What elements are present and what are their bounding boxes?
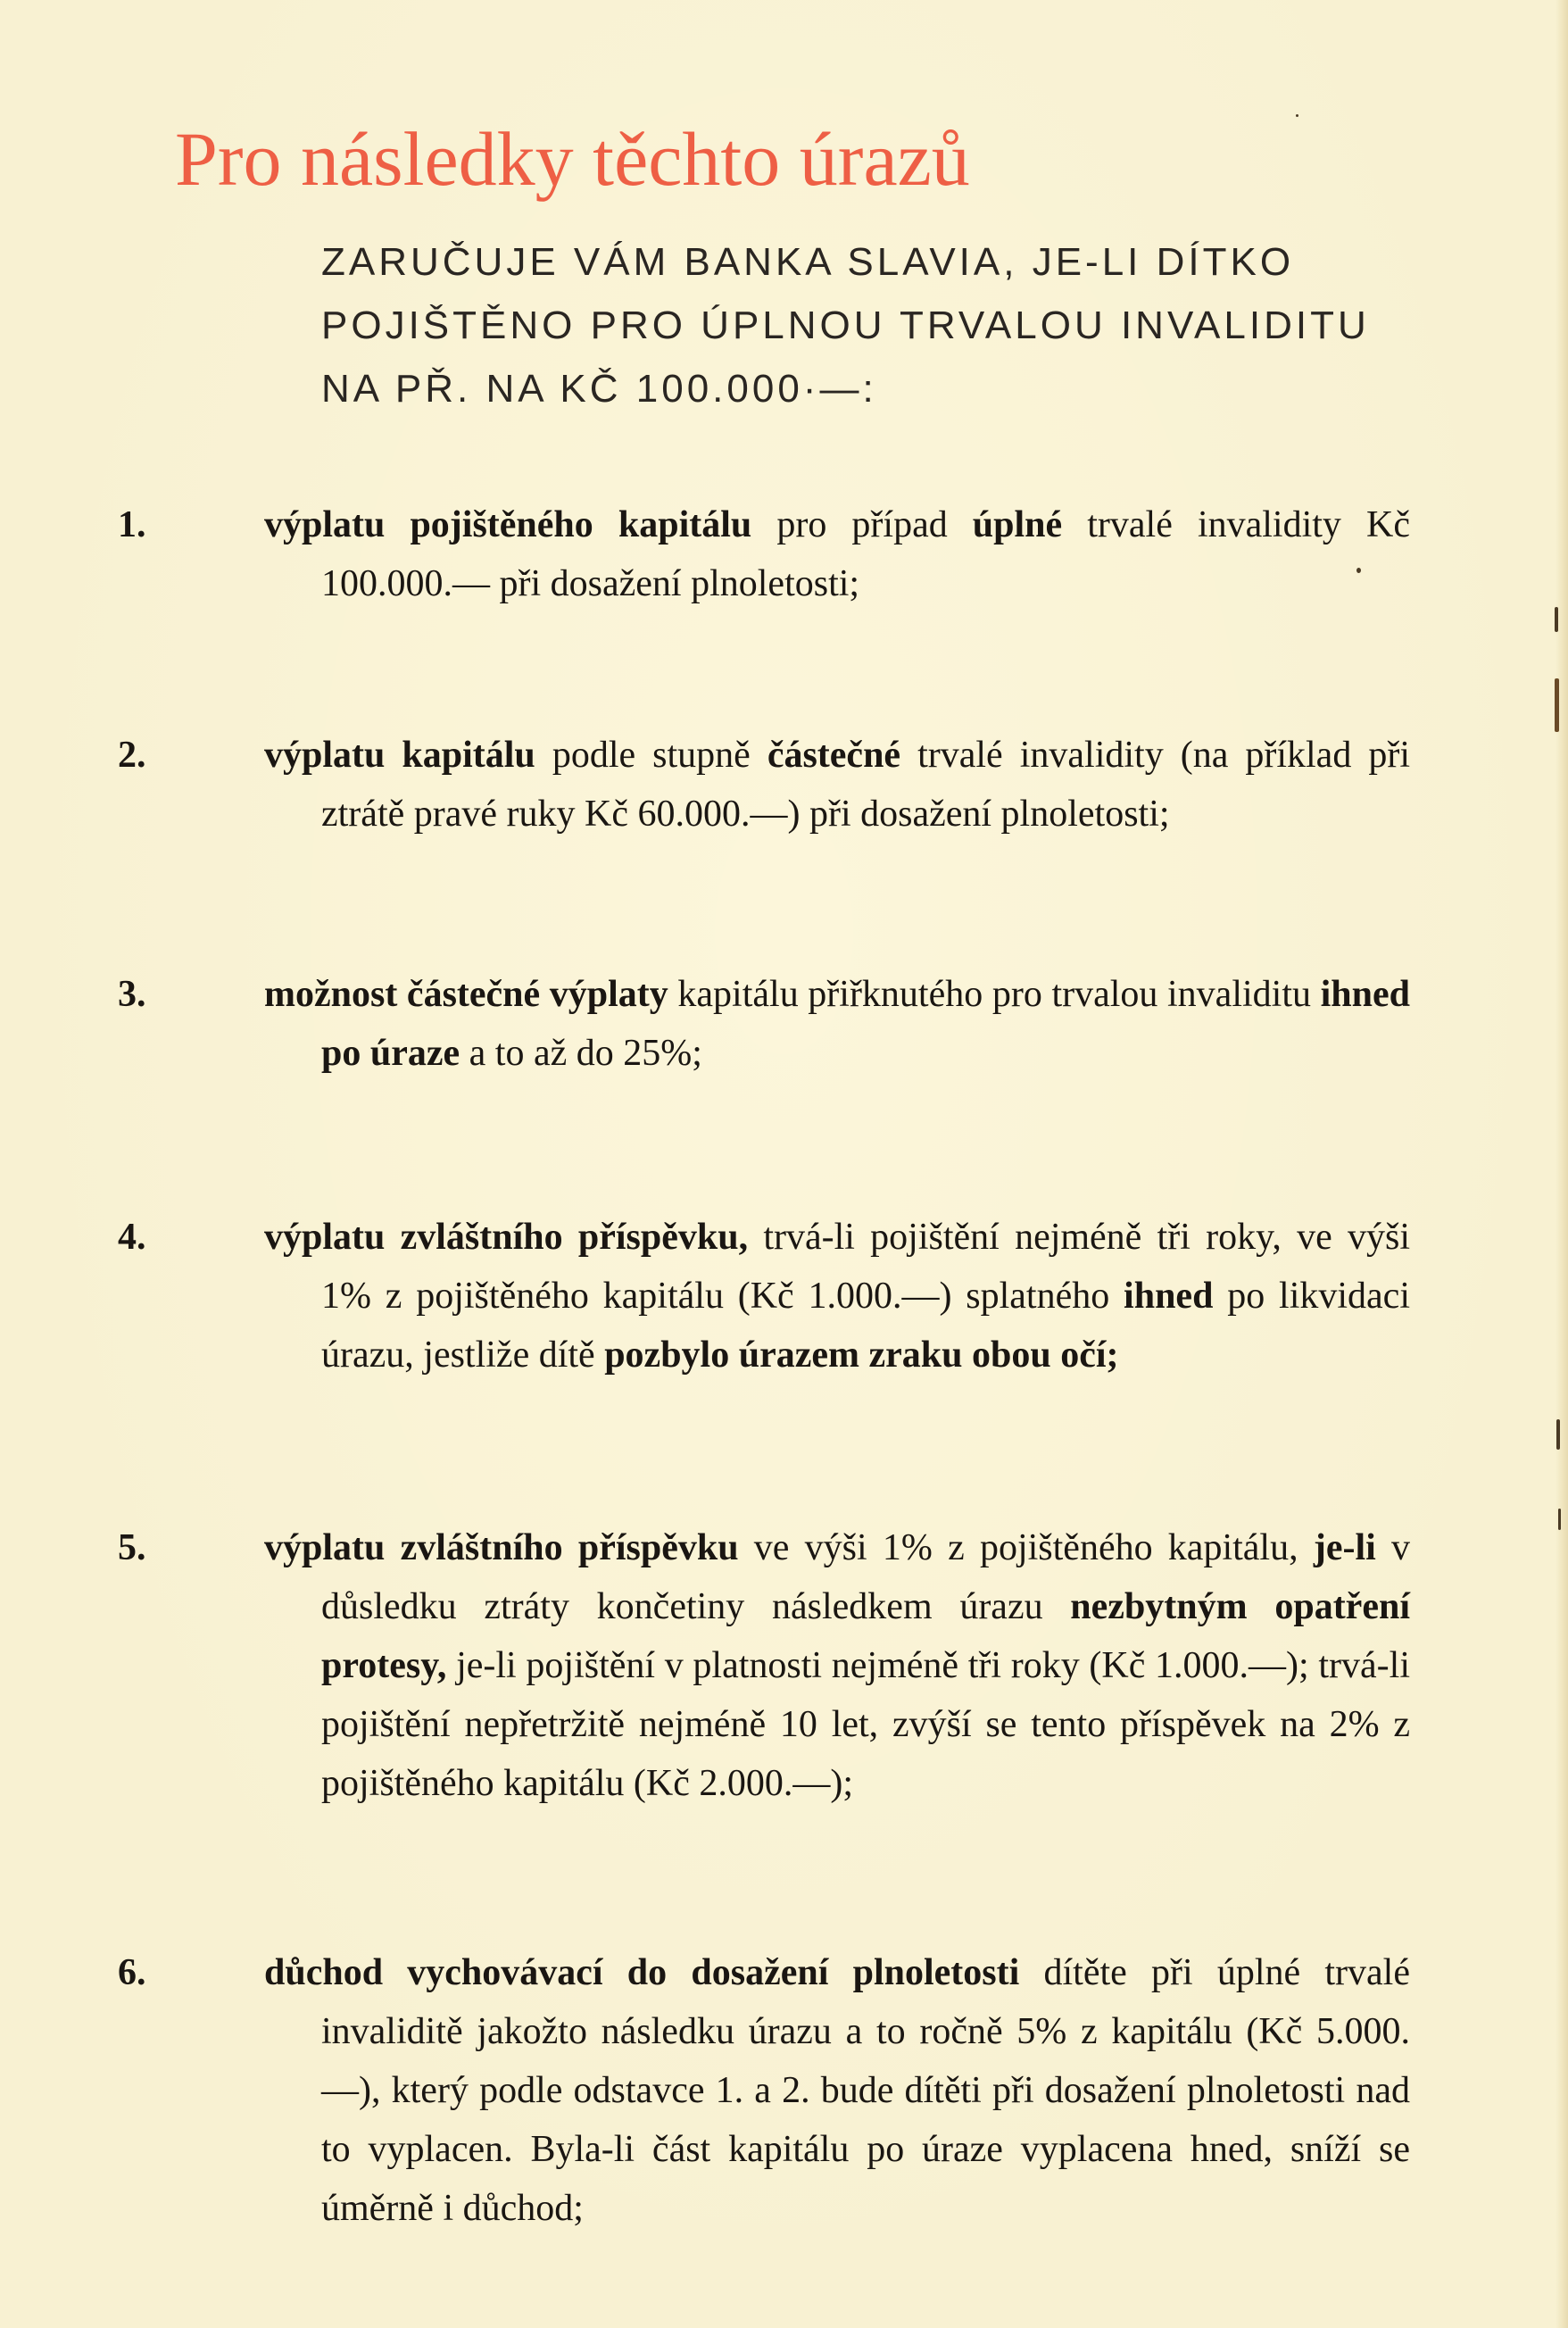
benefit-text: trvalé invalidity (na příklad při ztrátě pravé ruky Kč 60.000.—) při dosažení plnoletosti; xyxy=(321,735,1410,835)
benefit-emphasis: výplatu pojištěného kapitálu xyxy=(264,504,752,545)
benefit-text: trvá-li pojištění nejméně tři roky, ve výši 1% z pojištěného kapitálu (Kč 1.000.—) splatného xyxy=(321,1217,1410,1317)
benefit-text: je-li pojištění v platnosti nejméně tři roky (Kč 1.000.—); trvá-li pojištění nepřetržitě nejméně 10 let, zvýší se tento příspěvek na 2% z pojištěného kapitálu (Kč 2.000.—); xyxy=(321,1645,1410,1804)
paper-speck xyxy=(1558,1509,1561,1530)
benefit-text: pro případ xyxy=(751,504,973,545)
benefit-item: 4. výplatu zvláštního příspěvku, trvá-li pojištění nejméně tři roky, ve výši 1% z pojištěného kapitálu (Kč 1.000.—) splatného ihned po likvidaci úrazu, jestliže dítě pozbylo úrazem zraku obou očí; xyxy=(118,1217,1410,1376)
benefit-emphasis: částečné xyxy=(767,735,901,776)
benefit-item: 1. výplatu pojištěného kapitálu pro případ úplné trvalé invalidity Kč 100.000.— při dosažení plnoletosti; xyxy=(118,504,1410,604)
benefit-emphasis: možnost částečné výplaty xyxy=(264,974,668,1015)
benefit-emphasis: ihned po úraze xyxy=(321,974,1410,1074)
benefit-emphasis: je-li xyxy=(1313,1527,1376,1568)
benefit-text: trvalé invalidity Kč 100.000.— při dosažení plnoletosti; xyxy=(321,504,1410,604)
benefit-emphasis: výplatu kapitálu xyxy=(264,735,535,776)
benefit-text: kapitálu přiřknutého pro trvalou invaliditu xyxy=(668,974,1321,1015)
benefit-text: ve výši 1% z pojištěného kapitálu, xyxy=(738,1527,1314,1568)
paper-speck xyxy=(1556,1419,1560,1450)
benefit-item: 3. možnost částečné výplaty kapitálu přiřknutého pro trvalou invaliditu ihned po úraze a to až do 25%; xyxy=(118,974,1410,1074)
guarantee-heading xyxy=(321,230,1419,420)
benefit-text: dítěte při úplné trvalé invaliditě jakožto následku úrazu a to ročně 5% z kapitálu (Kč 5.000.—), který podle odstavce 1. a 2. bude dítěti při dosažení plnoletosti nad to vyplacen. Byla-li část kapitálu po úraze vyplacena hned, sníží se úměrně i důchod; xyxy=(321,1952,1410,2229)
benefit-text: a to až do 25%; xyxy=(460,1033,702,1074)
benefit-text: podle stupně xyxy=(535,735,767,776)
benefit-emphasis: výplatu zvláštního příspěvku, xyxy=(264,1217,749,1258)
benefit-text: po likvidaci úrazu, jestliže dítě xyxy=(321,1276,1410,1376)
benefit-emphasis: úplné xyxy=(972,504,1063,545)
paper-speck xyxy=(1356,568,1361,573)
benefit-item: 2. výplatu kapitálu podle stupně částečné trvalé invalidity (na příklad při ztrátě pravé ruky Kč 60.000.—) při dosažení plnoletosti; xyxy=(118,735,1410,835)
benefits-list xyxy=(118,495,1410,2238)
guarantee-heading-line: ZARUČUJE VÁM BANKA SLAVIA, JE-LI DÍTKO xyxy=(321,240,1295,284)
guarantee-heading-line: POJIŠTĚNO PRO ÚPLNOU TRVALOU INVALIDITU xyxy=(321,303,1370,347)
benefit-emphasis: pozbylo úrazem zraku obou očí; xyxy=(604,1334,1119,1376)
benefit-emphasis: ihned xyxy=(1124,1276,1214,1317)
benefit-emphasis: výplatu zvláštního příspěvku xyxy=(264,1527,739,1568)
benefit-item: 6. důchod vychovávací do dosažení plnoletosti dítěte při úplné trvalé invaliditě jakožto následku úrazu a to ročně 5% z kapitálu (Kč 5.000.—), který podle odstavce 1. a 2. bude dítěti při dosažení plnoletosti nad to vyplacen. Byla-li část kapitálu po úraze vyplacena hned, sníží se úměrně i důchod; xyxy=(118,1952,1410,2229)
paper-speck xyxy=(1555,607,1558,632)
benefit-emphasis: důchod vychovávací do dosažení plnoletosti xyxy=(264,1952,1020,1993)
page-edge xyxy=(1556,0,1568,2328)
benefit-emphasis: nezbytným opatření protesy, xyxy=(321,1586,1410,1686)
guarantee-heading-line: NA PŘ. NA KČ 100.000·—: xyxy=(321,367,877,411)
paper-speck xyxy=(1296,114,1298,117)
page-title: Pro následky těchto úrazů xyxy=(175,116,970,202)
paper-speck xyxy=(1555,678,1559,732)
benefit-item: 5. výplatu zvláštního příspěvku ve výši 1% z pojištěného kapitálu, je-li v důsledku ztráty končetiny následkem úrazu nezbytným opatření protesy, je-li pojištění v platnosti nejméně tři roky (Kč 1.000.—); trvá-li pojištění nepřetržitě nejméně 10 let, zvýší se tento příspěvek na 2% z pojištěného kapitálu (Kč 2.000.—); xyxy=(118,1527,1410,1804)
benefit-text: v důsledku ztráty končetiny následkem úrazu xyxy=(321,1527,1410,1627)
